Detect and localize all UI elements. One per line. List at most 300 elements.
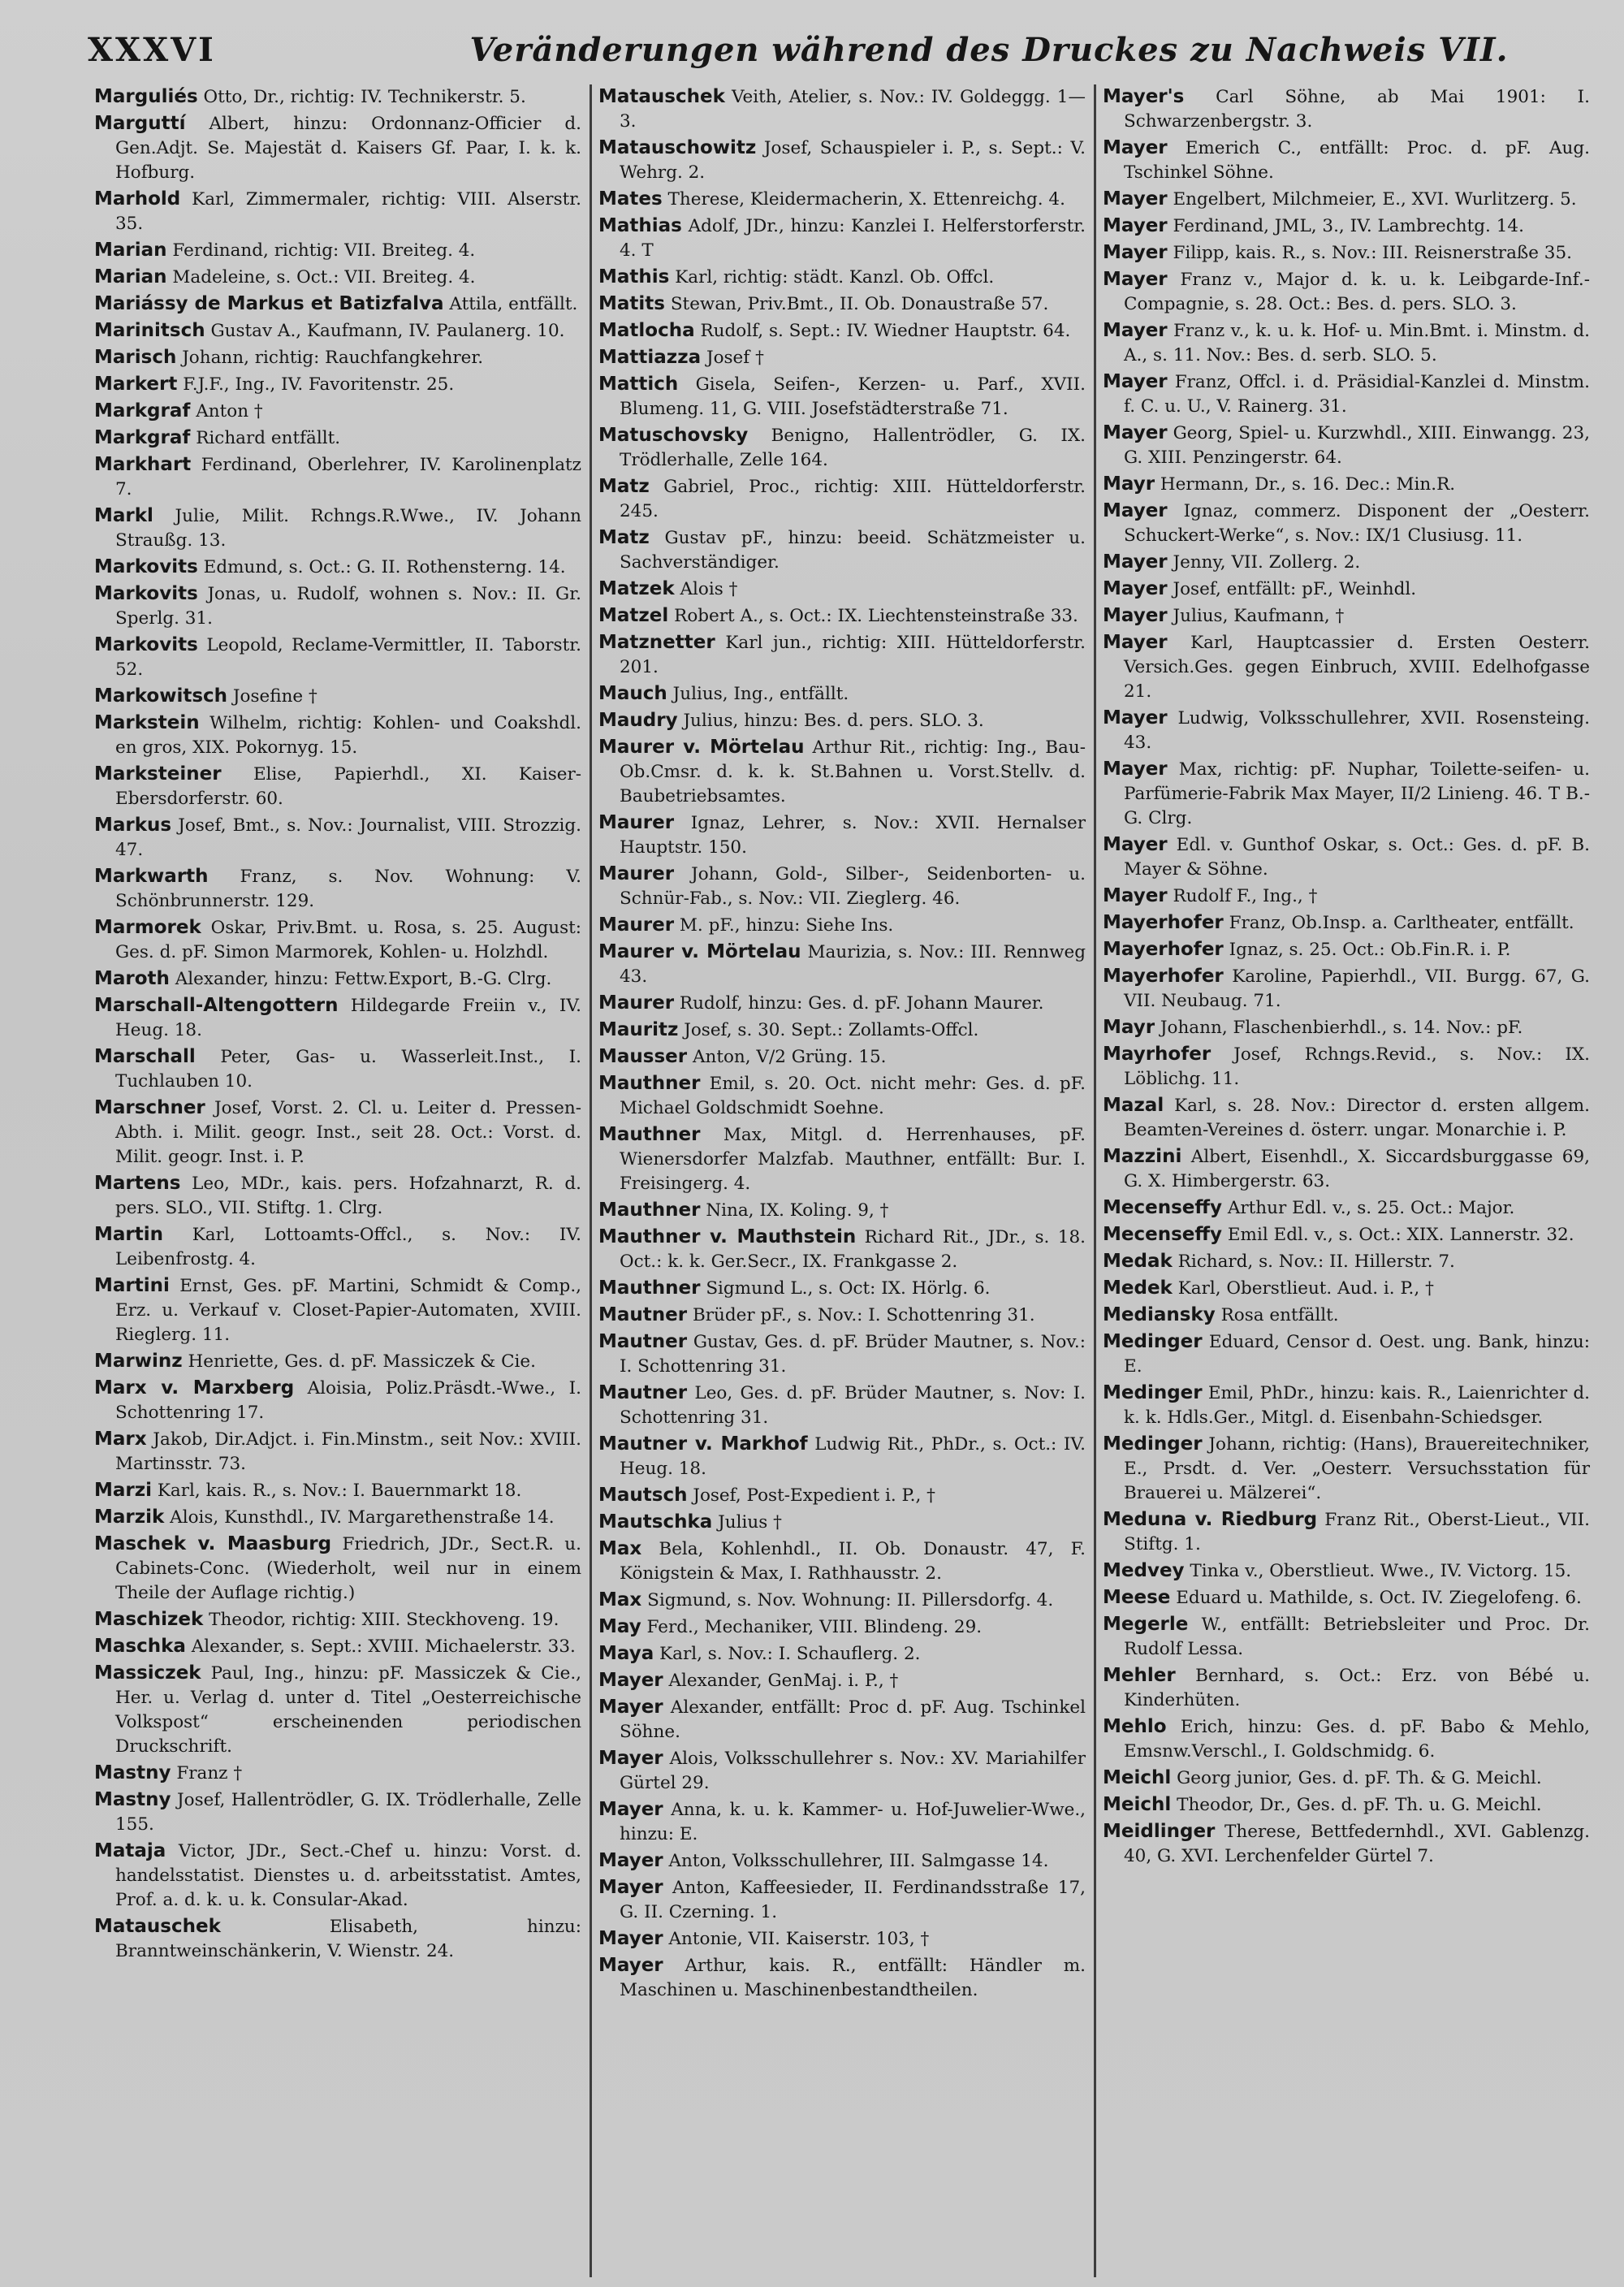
entry-details: Ignaz, commerz. Disponent der „Oesterr. Schuckert-Werke“, s. Nov.: IX/1 Clusiusg. 11.	[1124, 501, 1590, 546]
entry-details: Max, richtig: pF. Nuphar, Toilette-seifen- u. Parfümerie-Fabrik Max Mayer, II/2 Linieng. 46. T B.-G. Clrg.	[1124, 759, 1590, 828]
entry-details: Josef, entfällt: pF., Weinhdl.	[1173, 579, 1417, 599]
directory-entry	[1103, 1559, 1590, 1584]
entry-details: Josef, s. 30. Sept.: Zollamts-Offcl.	[684, 1020, 979, 1040]
directory-entry	[94, 292, 581, 317]
entry-details: Veith, Atelier, s. Nov.: IV. Goldeggg. 1—3.	[620, 87, 1086, 132]
directory-entry	[598, 1198, 1086, 1223]
directory-entry	[1103, 1303, 1590, 1328]
entry-details: Ludwig Rit., PhDr., s. Oct.: IV. Heug. 18.	[620, 1434, 1086, 1479]
directory-entry	[598, 1875, 1086, 1925]
entry-name: Mauthner	[598, 1278, 701, 1299]
directory-entry	[1103, 1144, 1590, 1194]
directory-entry	[1103, 214, 1590, 239]
entry-details: Gisela, Seifen-, Kerzen- u. Parf., XVII. Blumeng. 11, G. VIII. Josefstädterstraße 71.	[620, 374, 1086, 419]
entry-details: Arthur Rit., richtig: Ing., Bau-Ob.Cmsr. d. k. k. St.Bahnen u. Vorst.Stellv. d. Baubetriebsamtes.	[620, 737, 1086, 806]
directory-entry	[1103, 630, 1590, 704]
page-number: XXXVI	[88, 30, 216, 69]
entry-details: Johann, Gold-, Silber-, Seidenborten- u. Schnür-Fab., s. Nov.: VII. Zieglerg. 46.	[620, 864, 1086, 909]
entry-details: Anton †	[196, 401, 263, 422]
entry-details: Julius, Kaufmann, †	[1173, 606, 1345, 626]
directory-entry	[1103, 1432, 1590, 1506]
entry-details: Johann, richtig: (Hans), Brauereitechniker, E., Prsdt. d. Ver. „Oesterr. Versuchsstation für Brauerei u. Mälzerei“.	[1124, 1434, 1590, 1503]
entry-name: Maurer	[598, 863, 675, 884]
entry-details: Ignaz, s. 25. Oct.: Ob.Fin.R. i. P.	[1229, 940, 1511, 960]
entry-details: Tinka v., Oberstlieut. Wwe., IV. Victorg. 15.	[1190, 1561, 1572, 1581]
directory-entry	[1103, 550, 1590, 575]
entry-details: Therese, Kleidermacherin, X. Ettenreichg. 4.	[667, 189, 1065, 210]
directory-entry	[94, 1788, 581, 1837]
directory-entry	[598, 1276, 1086, 1301]
directory-entry	[94, 1839, 581, 1913]
directory-entry	[598, 1044, 1086, 1070]
entry-details: Ferdinand, JML, 3., IV. Lambrechtg. 14.	[1173, 216, 1524, 236]
directory-entry	[598, 474, 1086, 524]
entry-details: Rudolf, hinzu: Ges. d. pF. Johann Maurer.	[679, 993, 1044, 1014]
entry-details: Rudolf F., Ing., †	[1173, 886, 1318, 906]
entry-name: Matzel	[598, 605, 669, 626]
directory-entry	[598, 577, 1086, 602]
entry-name: Mautner	[598, 1331, 688, 1352]
entry-details: Gustav A., Kaufmann, IV. Paulanerg. 10.	[210, 321, 565, 341]
directory-entry	[94, 1634, 581, 1659]
directory-column-2	[592, 84, 1096, 2277]
entry-name: Mayer	[1103, 137, 1168, 158]
entry-name: Markgraf	[94, 427, 191, 448]
entry-name: Mariássy de Markus et Batizfalva	[94, 293, 444, 314]
entry-details: Carl Söhne, ab Mai 1901: I. Schwarzenbergstr. 3.	[1124, 87, 1590, 132]
entry-details: Ignaz, Lehrer, s. Nov.: XVII. Hernalser Hauptstr. 150.	[620, 813, 1086, 858]
directory-entry	[94, 238, 581, 263]
directory-entry	[598, 1122, 1086, 1196]
directory-entry	[598, 708, 1086, 733]
entry-details: Arthur, kais. R., entfällt: Händler m. Maschinen u. Maschinenbestandtheilen.	[620, 1956, 1086, 2000]
directory-entry	[598, 318, 1086, 344]
directory-entry	[1103, 370, 1590, 419]
entry-details: Richard, s. Nov.: II. Hillerstr. 7.	[1177, 1252, 1455, 1272]
directory-entry	[94, 399, 581, 424]
entry-name: Marx	[94, 1429, 147, 1450]
entry-details: Jakob, Dir.Adjct. i. Fin.Minstm., seit Nov.: XVIII. Martinsstr. 73.	[115, 1429, 581, 1474]
entry-name: Mayer's	[1103, 86, 1185, 107]
entry-name: Mayer	[598, 1799, 663, 1820]
directory-entry	[1103, 267, 1590, 317]
directory-entry	[94, 1478, 581, 1503]
directory-entry	[598, 1746, 1086, 1796]
entry-name: Matzek	[598, 578, 675, 599]
entry-name: Maurer v. Mörtelau	[598, 737, 805, 758]
entry-name: Mayerhofer	[1103, 966, 1224, 987]
entry-name: Mayer	[1103, 188, 1168, 210]
directory-entry	[1103, 318, 1590, 368]
directory-entry	[94, 1532, 581, 1606]
page-header	[88, 21, 1598, 78]
directory-entry	[94, 426, 581, 451]
directory-entry	[94, 1505, 581, 1530]
directory-entry	[94, 813, 581, 862]
directory-entry	[1103, 472, 1590, 497]
entry-details: Leo, MDr., kais. pers. Hofzahnarzt, R. d. pers. SLO., VII. Stiftg. 1. Clrg.	[115, 1174, 581, 1218]
directory-entry	[598, 1537, 1086, 1586]
entry-details: Jenny, VII. Zollerg. 2.	[1173, 552, 1361, 573]
entry-details: Johann, Flaschenbierhdl., s. 14. Nov.: pF.	[1160, 1018, 1523, 1038]
directory-entry	[1103, 757, 1590, 831]
entry-name: Mayr	[1103, 473, 1155, 495]
directory-entry	[94, 1761, 581, 1786]
entry-name: Mayer	[598, 1748, 663, 1769]
entry-name: Medvey	[1103, 1560, 1185, 1581]
entry-details: Otto, Dr., richtig: IV. Technikerstr. 5.	[203, 87, 526, 107]
directory-entry	[94, 915, 581, 965]
directory-columns	[88, 84, 1598, 2277]
entry-details: Elisabeth, hinzu: Branntweinschänkerin, V. Wienstr. 24.	[115, 1917, 581, 1961]
entry-name: Mastny	[94, 1789, 171, 1810]
entry-name: Mausser	[598, 1046, 688, 1067]
entry-details: Josef, Hallentrödler, G. IX. Trödlerhalle, Zelle 155.	[115, 1790, 581, 1835]
entry-name: Maschka	[94, 1636, 186, 1657]
directory-entry	[1103, 1093, 1590, 1143]
entry-name: Meichl	[1103, 1767, 1172, 1788]
entry-name: Mayer	[598, 1877, 663, 1898]
entry-name: Marhold	[94, 188, 181, 210]
entry-details: Eduard u. Mathilde, s. Oct. IV. Ziegelofeng. 6.	[1176, 1588, 1582, 1608]
directory-entry	[598, 265, 1086, 290]
entry-details: Ferdinand, richtig: VII. Breiteg. 4.	[172, 240, 476, 261]
entry-name: Mathias	[598, 215, 682, 236]
entry-name: Mautschka	[598, 1511, 713, 1533]
entry-name: Mayer	[598, 1928, 663, 1949]
directory-entry	[94, 318, 581, 344]
entry-name: Matz	[598, 527, 650, 548]
entry-details: Gustav, Ges. d. pF. Brüder Mautner, s. Nov.: I. Schottenring 31.	[620, 1332, 1086, 1377]
entry-name: Maschek v. Maasburg	[94, 1533, 332, 1554]
entry-details: Franz v., Major d. k. u. k. Leibgarde-Inf.-Compagnie, s. 28. Oct.: Bes. d. pers. SLO. 3.	[1124, 270, 1590, 314]
directory-entry	[94, 1171, 581, 1221]
entry-details: Filipp, kais. R., s. Nov.: III. Reisnerstraße 35.	[1173, 243, 1573, 263]
entry-name: Mayer	[1103, 834, 1168, 855]
directory-entry	[598, 1071, 1086, 1121]
entry-details: Karl, s. 28. Nov.: Director d. ersten allgem. Beamten-Vereines d. österr. ungar. Monarchie i. P.	[1124, 1096, 1590, 1140]
directory-entry	[598, 136, 1086, 185]
entry-details: Alexander, hinzu: Fettw.Export, B.-G. Clrg.	[175, 969, 552, 989]
directory-entry	[598, 862, 1086, 911]
entry-name: Markovits	[94, 634, 198, 655]
entry-details: Ferdinand, Oberlehrer, IV. Karolinenplatz 7.	[115, 455, 581, 499]
directory-entry	[1103, 910, 1590, 936]
directory-entry	[94, 1914, 581, 1964]
directory-entry	[598, 1797, 1086, 1847]
entry-name: Maya	[598, 1643, 654, 1664]
directory-entry	[94, 372, 581, 397]
directory-entry	[598, 1483, 1086, 1508]
directory-entry	[598, 630, 1086, 680]
entry-name: Marschall-Altengottern	[94, 995, 339, 1016]
entry-name: Mayer	[1103, 242, 1168, 263]
directory-entry	[1103, 1766, 1590, 1791]
entry-name: Markgraf	[94, 400, 191, 422]
entry-name: Mayerhofer	[1103, 939, 1224, 960]
entry-details: Alois, Kunsthdl., IV. Margarethenstraße 14.	[170, 1507, 555, 1528]
entry-details: Engelbert, Milchmeier, E., XVI. Wurlitzerg. 5.	[1173, 189, 1577, 210]
entry-name: Mehler	[1103, 1665, 1176, 1686]
directory-entry	[1103, 1507, 1590, 1557]
directory-entry	[1103, 240, 1590, 266]
directory-entry	[1103, 884, 1590, 909]
entry-name: Mayer	[598, 1850, 663, 1871]
directory-entry	[598, 603, 1086, 629]
entry-details: M. pF., hinzu: Siehe Ins.	[679, 915, 894, 936]
directory-entry	[94, 504, 581, 553]
entry-name: Mayer	[1103, 371, 1168, 392]
entry-name: Mehlo	[1103, 1716, 1167, 1737]
entry-name: Markwarth	[94, 866, 209, 887]
entry-details: Karoline, Papierhdl., VII. Burgg. 67, G. VII. Neubaug. 71.	[1124, 966, 1590, 1011]
directory-entry	[1103, 136, 1590, 185]
directory-entry	[1103, 1222, 1590, 1247]
entry-name: Marschall	[94, 1046, 196, 1067]
entry-name: Mecenseffy	[1103, 1224, 1223, 1245]
directory-entry	[598, 372, 1086, 422]
entry-details: Karl, richtig: städt. Kanzl. Ob. Offcl.	[675, 267, 995, 287]
entry-name: Marschner	[94, 1097, 205, 1118]
entry-details: Therese, Bettfedernhdl., XVI. Gablenzg. 40, G. XVI. Lerchenfelder Gürtel 7.	[1124, 1822, 1590, 1866]
directory-entry	[94, 111, 581, 185]
directory-entry	[1103, 187, 1590, 212]
entry-name: Marmorek	[94, 917, 201, 938]
entry-name: Mauritz	[598, 1019, 679, 1040]
directory-entry	[94, 1349, 581, 1374]
directory-entry	[1103, 1792, 1590, 1818]
entry-details: Julius †	[718, 1512, 782, 1533]
directory-entry	[1103, 964, 1590, 1014]
directory-entry	[598, 913, 1086, 938]
entry-name: Matits	[598, 293, 665, 314]
entry-details: Johann, richtig: Rauchfangkehrer.	[182, 348, 484, 368]
directory-entry	[94, 187, 581, 236]
entry-details: Franz, s. Nov. Wohnung: V. Schönbrunnerstr. 129.	[115, 867, 581, 911]
directory-entry	[598, 1018, 1086, 1043]
entry-details: Alois †	[680, 579, 738, 599]
directory-entry	[598, 1926, 1086, 1952]
directory-entry	[94, 345, 581, 370]
entry-name: Maschizek	[94, 1609, 204, 1630]
entry-name: Maurer	[598, 812, 675, 833]
entry-name: Medinger	[1103, 1382, 1203, 1403]
entry-name: Markstein	[94, 712, 200, 733]
entry-name: Max	[598, 1589, 642, 1610]
directory-entry	[598, 1510, 1086, 1535]
directory-entry	[1103, 1612, 1590, 1662]
directory-column-1	[88, 84, 592, 2277]
entry-details: Nina, IX. Koling. 9, †	[706, 1200, 889, 1221]
entry-details: Brüder pF., s. Nov.: I. Schottenring 31.	[692, 1305, 1035, 1325]
entry-details: Franz, Offcl. i. d. Präsidial-Kanzlei d. Minstm. f. C. u. U., V. Rainerg. 31.	[1124, 372, 1590, 417]
entry-name: Mauch	[598, 683, 667, 704]
entry-name: Marguliés	[94, 86, 198, 107]
entry-details: Georg, Spiel- u. Kurzwhdl., XIII. Einwangg. 23, G. XIII. Penzingerstr. 64.	[1124, 423, 1590, 468]
entry-details: Madeleine, s. Oct.: VII. Breiteg. 4.	[172, 267, 476, 287]
entry-name: Mates	[598, 188, 663, 210]
entry-name: Mayer	[1103, 759, 1168, 780]
entry-name: Mastny	[94, 1762, 171, 1783]
directory-entry	[94, 966, 581, 992]
entry-name: Meese	[1103, 1587, 1171, 1608]
entry-name: Maroth	[94, 968, 170, 989]
directory-entry	[94, 1096, 581, 1169]
entry-details: Robert A., s. Oct.: IX. Liechtensteinstraße 33.	[674, 606, 1078, 626]
entry-details: Emil, s. 20. Oct. nicht mehr: Ges. d. pF. Michael Goldschmidt Soehne.	[620, 1074, 1086, 1118]
entry-name: Mayer	[1103, 320, 1168, 341]
entry-details: Karl, kais. R., s. Nov.: I. Bauernmarkt 18.	[157, 1481, 522, 1501]
entry-details: Victor, JDr., Sect.-Chef u. hinzu: Vorst. d. handelsstatist. Dienstes u. d. arbeitsstatist. Amtes, Prof. a. d. k. u. k. Consular-Akad.	[115, 1841, 582, 1910]
entry-details: Rosa entfällt.	[1220, 1305, 1339, 1325]
entry-details: Oskar, Priv.Bmt. u. Rosa, s. 25. August: Ges. d. pF. Simon Marmorek, Kohlen- u. Holzhdl.	[115, 918, 581, 962]
directory-entry	[1103, 1329, 1590, 1379]
directory-entry	[1103, 499, 1590, 548]
directory-entry	[598, 1225, 1086, 1274]
entry-details: Leo, Ges. d. pF. Brüder Mautner, s. Nov: I. Schottenring 31.	[620, 1383, 1086, 1428]
directory-entry	[598, 1329, 1086, 1379]
directory-entry	[1103, 1381, 1590, 1430]
entry-name: Mattich	[598, 374, 679, 395]
entry-details: Attila, entfällt.	[449, 294, 578, 314]
entry-details: Karl, Lottoamts-Offcl., s. Nov.: IV. Leibenfrostg. 4.	[115, 1225, 581, 1269]
entry-details: Jonas, u. Rudolf, wohnen s. Nov.: II. Gr. Sperlg. 31.	[115, 584, 581, 629]
entry-name: Markert	[94, 374, 178, 395]
entry-details: Henriette, Ges. d. pF. Massiczek & Cie.	[188, 1351, 536, 1372]
directory-entry	[94, 265, 581, 290]
entry-name: Maurer	[598, 992, 675, 1014]
directory-entry	[1103, 832, 1590, 882]
entry-details: Anna, k. u. k. Kammer- u. Hof-Juwelier-Wwe., hinzu: E.	[620, 1800, 1086, 1844]
directory-column-3	[1096, 84, 1598, 2277]
directory-entry	[1103, 1042, 1590, 1092]
entry-details: Josef, Bmt., s. Nov.: Journalist, VIII. Strozzig. 47.	[115, 815, 581, 860]
directory-entry	[598, 1641, 1086, 1667]
entry-details: Julius, hinzu: Bes. d. pers. SLO. 3.	[683, 711, 984, 731]
directory-entry	[598, 423, 1086, 473]
entry-details: Alexander, entfällt: Proc d. pF. Aug. Tschinkel Söhne.	[620, 1697, 1086, 1742]
entry-name: Marksteiner	[94, 763, 222, 785]
directory-entry	[94, 633, 581, 682]
entry-details: Emil, PhDr., hinzu: kais. R., Laienrichter d. k. k. Hdls.Ger., Mitgl. d. Eisenbahn-Schiedsger.	[1124, 1383, 1590, 1428]
directory-entry	[1103, 706, 1590, 755]
entry-name: Max	[598, 1538, 642, 1559]
directory-entry	[94, 762, 581, 811]
entry-details: Karl, Oberstlieut. Aud. i. P., †	[1177, 1278, 1434, 1299]
entry-name: Matlocha	[598, 320, 695, 341]
directory-entry	[94, 1273, 581, 1347]
directory-entry	[94, 581, 581, 631]
entry-name: Matznetter	[598, 632, 715, 653]
directory-entry	[1103, 1195, 1590, 1221]
directory-entry	[94, 1222, 581, 1272]
entry-name: Mautsch	[598, 1485, 688, 1506]
entry-details: Richard entfällt.	[196, 428, 341, 448]
entry-name: Mediansky	[1103, 1304, 1216, 1325]
entry-name: Meduna v. Riedburg	[1103, 1509, 1318, 1530]
entry-name: Mayer	[1103, 578, 1168, 599]
directory-entry	[598, 1668, 1086, 1693]
entry-name: Mecenseffy	[1103, 1197, 1223, 1218]
entry-details: Alexander, GenMaj. i. P., †	[668, 1671, 899, 1691]
directory-entry	[1103, 603, 1590, 629]
entry-name: Matauschek	[94, 1916, 221, 1937]
entry-name: Mayerhofer	[1103, 912, 1224, 933]
entry-name: Marian	[94, 240, 167, 261]
entry-name: Mayrhofer	[1103, 1044, 1212, 1065]
directory-entry	[1103, 1819, 1590, 1869]
entry-name: Matauschowitz	[598, 137, 757, 158]
directory-entry	[94, 711, 581, 760]
directory-entry	[598, 1303, 1086, 1328]
entry-details: Emil Edl. v., s. Oct.: XIX. Lannerstr. 32.	[1227, 1225, 1574, 1245]
entry-name: Marguttí	[94, 113, 186, 134]
entry-details: Karl, Zimmermaler, richtig: VIII. Alserstr. 35.	[115, 189, 581, 234]
entry-details: Elise, Papierhdl., XI. Kaiser-Ebersdorferstr. 60.	[115, 764, 581, 809]
directory-entry	[94, 1376, 581, 1425]
directory-entry	[94, 1607, 581, 1632]
directory-entry	[598, 940, 1086, 989]
entry-details: Maurizia, s. Nov.: III. Rennweg 43.	[620, 942, 1086, 987]
entry-name: Marzik	[94, 1507, 165, 1528]
entry-name: Markl	[94, 505, 153, 526]
entry-details: Emerich C., entfällt: Proc. d. pF. Aug. Tschinkel Söhne.	[1124, 138, 1591, 183]
page-title: Veränderungen während des Druckes zu Nachweis VII.	[469, 30, 1509, 69]
entry-name: Mazzini	[1103, 1146, 1182, 1167]
entry-details: Rudolf, s. Sept.: IV. Wiedner Hauptstr. 64.	[700, 321, 1071, 341]
entry-name: Maudry	[598, 710, 678, 731]
directory-entry	[598, 811, 1086, 860]
entry-details: Sigmund, s. Nov. Wohnung: II. Pillersdorfg. 4.	[647, 1590, 1054, 1610]
entry-details: Hildegarde Freiin v., IV. Heug. 18.	[115, 996, 581, 1040]
entry-details: Franz v., k. u. k. Hof- u. Min.Bmt. i. Minstm. d. A., s. 11. Nov.: Bes. d. serb. SLO. 5.	[1124, 321, 1591, 365]
entry-name: Martens	[94, 1173, 181, 1194]
entry-name: Mayer	[1103, 885, 1168, 906]
directory-entry	[1103, 1276, 1590, 1301]
entry-details: Josef, Schauspieler i. P., s. Sept.: V. Wehrg. 2.	[620, 138, 1086, 183]
entry-name: Mayer	[1103, 269, 1168, 290]
entry-details: Max, Mitgl. d. Herrenhauses, pF. Wienersdorfer Malzfab. Mauthner, entfällt: Bur. I. Freisingerg. 4.	[620, 1125, 1086, 1194]
entry-details: Sigmund L., s. Oct: IX. Hörlg. 6.	[706, 1278, 991, 1299]
entry-details: Friedrich, JDr., Sect.R. u. Cabinets-Conc. (Wiederholt, weil nur in einem Theile der Auflage richtig.)	[115, 1534, 581, 1603]
entry-name: Marian	[94, 266, 167, 287]
entry-name: Mayer	[598, 1670, 663, 1691]
entry-details: Arthur Edl. v., s. 25. Oct.: Major.	[1227, 1198, 1515, 1218]
entry-name: Mauthner	[598, 1073, 701, 1094]
directory-entry	[1103, 421, 1590, 470]
entry-name: Markowitsch	[94, 685, 228, 707]
directory-entry	[1103, 1585, 1590, 1610]
directory-entry	[94, 684, 581, 709]
entry-details: Benigno, Hallentrödler, G. IX. Trödlerhalle, Zelle 164.	[620, 426, 1086, 470]
directory-entry	[598, 681, 1086, 707]
entry-details: Paul, Ing., hinzu: pF. Massiczek & Cie., Her. u. Verlag d. unter d. Titel „Oesterreichische Volkspost“ erscheinenden periodischen Druckschrift.	[115, 1663, 581, 1757]
entry-details: F.J.F., Ing., IV. Favoritenstr. 25.	[183, 374, 455, 395]
entry-name: Markus	[94, 815, 172, 836]
entry-name: Meidlinger	[1103, 1821, 1216, 1842]
entry-name: Mauthner	[598, 1124, 701, 1145]
entry-name: Markovits	[94, 556, 198, 577]
entry-name: Medak	[1103, 1251, 1173, 1272]
entry-details: W., entfällt: Betriebsleiter und Proc. Dr. Rudolf Lessa.	[1124, 1615, 1590, 1659]
entry-name: Mautner	[598, 1304, 688, 1325]
entry-name: Mayer	[1103, 605, 1168, 626]
entry-details: Edmund, s. Oct.: G. II. Rothensterng. 14.	[203, 557, 566, 577]
directory-entry	[598, 214, 1086, 263]
entry-name: Martini	[94, 1275, 170, 1296]
entry-name: Marx v. Marxberg	[94, 1377, 295, 1399]
entry-details: Josef, Post-Expedient i. P., †	[693, 1485, 935, 1506]
